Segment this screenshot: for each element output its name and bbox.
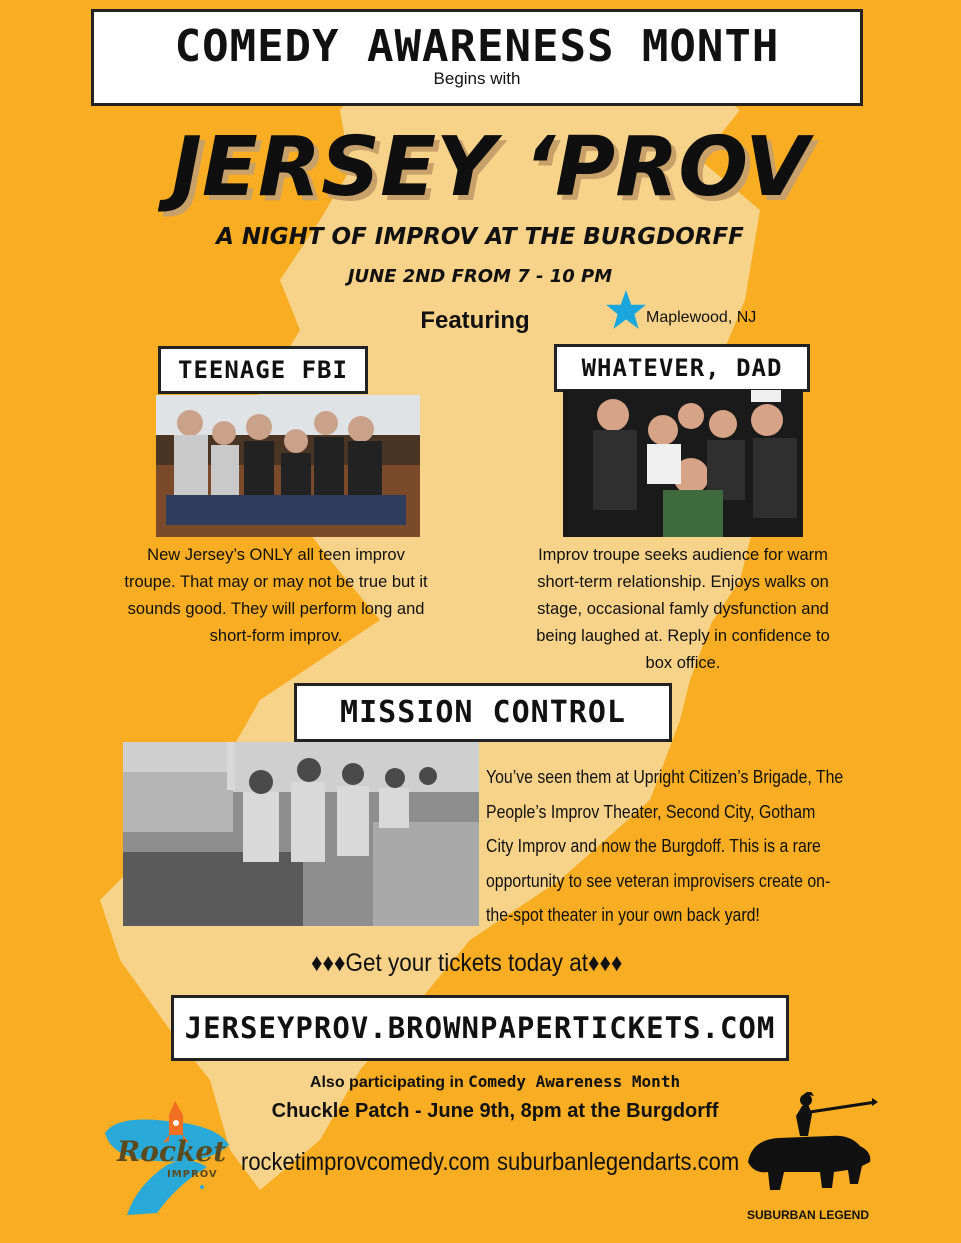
suburban-legend-logo-text: SUBURBAN LEGEND xyxy=(746,1208,869,1222)
bear-rider-icon xyxy=(738,1092,878,1207)
act-whatever-dad-name: WHATEVER, DAD xyxy=(581,354,783,382)
star-icon xyxy=(605,289,647,331)
act-teenage-fbi-description: New Jersey’s ONLY all teen improv troupe. That may or may not be true but it sounds good. They will perform long and short-form improv. xyxy=(124,546,428,645)
rocket-improv-logo xyxy=(97,1095,232,1220)
rocket-logo-word: Rocket xyxy=(117,1135,227,1168)
act-mission-control-name: MISSION CONTROL xyxy=(340,695,626,730)
rocket-logo-sub: IMPROV xyxy=(167,1169,218,1180)
also-participating xyxy=(240,1072,750,1092)
act-teenage-fbi-name: TEENAGE FBI xyxy=(178,356,348,384)
ticket-url-link[interactable]: JERSEYPROV.BROWNPAPERTICKETS.COM xyxy=(184,1011,776,1045)
header-title: COMEDY AWARENESS MONTH xyxy=(174,20,780,72)
also-prefix: Also participating in xyxy=(309,1074,469,1091)
suburban-legend-logo xyxy=(738,1092,878,1222)
event-tagline: A NIGHT OF IMPROV AT THE BURGDORFF xyxy=(216,224,744,250)
also-event: Comedy Awareness Month xyxy=(468,1072,681,1091)
mission-control-photo xyxy=(123,742,479,926)
teenage-fbi-photo xyxy=(156,395,420,537)
tickets-cta: ♦♦♦Get your tickets today at♦♦♦ xyxy=(311,949,623,977)
whatever-dad-photo xyxy=(563,390,803,537)
act-teenage-fbi-title xyxy=(158,346,368,394)
act-whatever-dad-description: Improv troupe seeks audience for warm short-term relationship. Enjoys walks on stage, occasional famly dysfunction and being laughed at. Reply in confidence to box office. xyxy=(536,546,830,672)
act-mission-control-description: You’ve seen them at Upright Citizen’s Brigade, The People’s Improv Theater, Second City, Gotham City Improv and now the Burgdoff. This is a rare opportunity to see veteran improvisers create on-the-spot theater in your own back yard! xyxy=(486,767,844,925)
header-subtitle: Begins with xyxy=(433,68,521,88)
featuring-label: Featuring xyxy=(420,307,530,334)
chuckle-patch-info: Chuckle Patch - June 9th, 8pm at the Burgdorff xyxy=(271,1100,719,1122)
act-mission-control-title xyxy=(294,683,672,742)
event-date: JUNE 2ND FROM 7 - 10 PM xyxy=(347,266,613,287)
event-title: JERSEY ‘PROV xyxy=(171,120,809,215)
header-banner xyxy=(91,9,863,106)
ticket-url-box[interactable] xyxy=(171,995,789,1061)
rocket-improv-site-link[interactable]: rocketimprovcomedy.com xyxy=(241,1148,490,1176)
location-label: Maplewood, NJ xyxy=(646,309,757,326)
act-whatever-dad-title xyxy=(554,344,810,392)
suburban-legend-site-link[interactable]: suburbanlegendarts.com xyxy=(497,1148,740,1176)
